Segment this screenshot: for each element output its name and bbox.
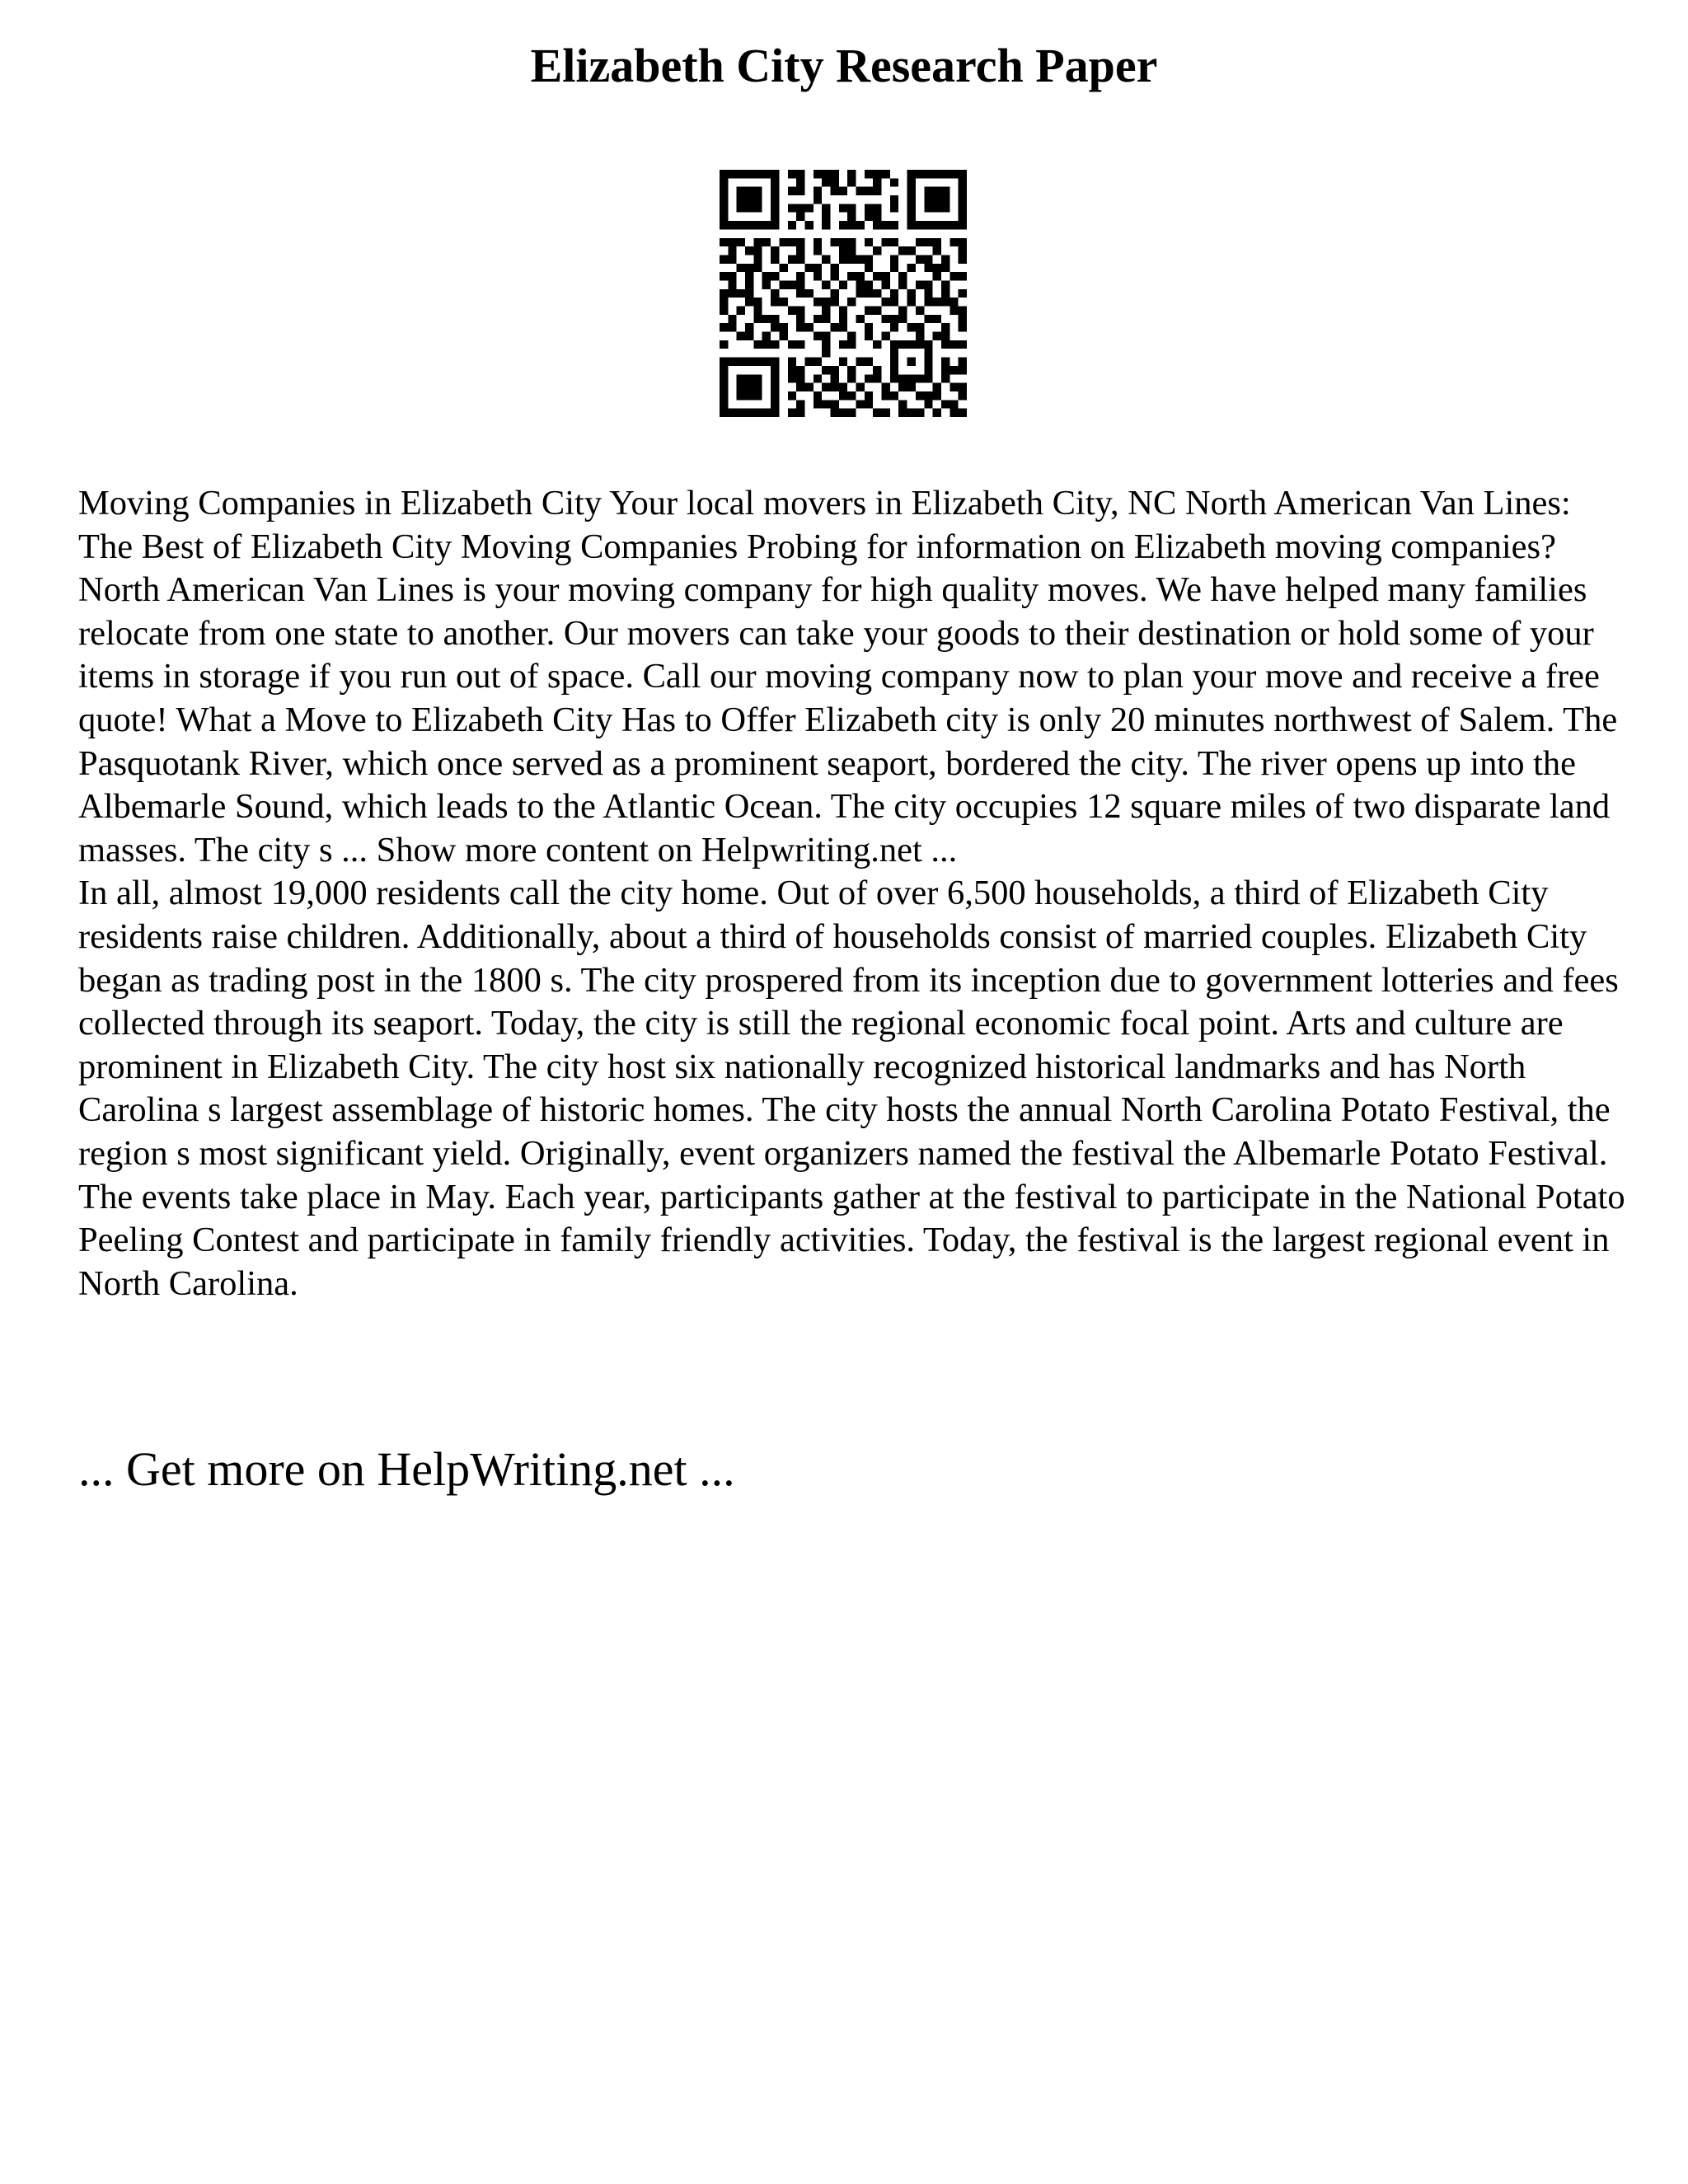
body-text bbox=[78, 482, 1628, 1305]
page-title: Elizabeth City Research Paper bbox=[530, 39, 1158, 92]
paragraph-residents: In all, almost 19,000 residents call the city home. Out of over 6,500 households, a third of Elizabeth City residents raise children. Additionally, about a third of households consist of married couples. Elizabeth City began as trading post in the 1800 s. The city prospered from its inception due to government lotteries and fees collected through its seaport. Today, the city is still the regional economic focal point. Arts and culture are prominent in Elizabeth City. The city host six nationally recognized historical landmarks and has North Carolina s largest assemblage of historic homes. The city hosts the annual North Carolina Potato Festival, the region s most significant yield. Originally, event organizers named the festival the Albemarle Potato Festival. The events take place in May. Each year, participants gather at the festival to participate in the National Potato Peeling Contest and participate in family friendly activities. Today, the festival is the largest regional event in North Carolina. bbox=[78, 874, 1625, 1303]
qr-code-icon[interactable] bbox=[720, 170, 967, 417]
paragraph-moving-companies: Moving Companies in Elizabeth City Your local movers in Elizabeth City, NC North American Van Lines: The Best of Elizabeth City Moving Companies Probing for information on Elizabeth moving companies? North American Van Lines is your moving company for high quality moves. We have helped many families relocate from one state to another. Our movers can take your goods to their destination or hold some of your items in storage if you run out of space. Call our moving company now to plan your move and receive a free quote! What a Move to Elizabeth City Has to Offer Elizabeth city is only 20 minutes northwest of Salem. The Pasquotank River, which once served as a prominent seaport, bordered the city. The river opens up into the Albemarle Sound, which leads to the Atlantic Ocean. The city occupies 12 square miles of two disparate land masses. The city s ... Show more content on Helpwriting.net ... bbox=[78, 484, 1618, 869]
get-more-link[interactable]: ... Get more on HelpWriting.net ... bbox=[78, 1442, 735, 1496]
